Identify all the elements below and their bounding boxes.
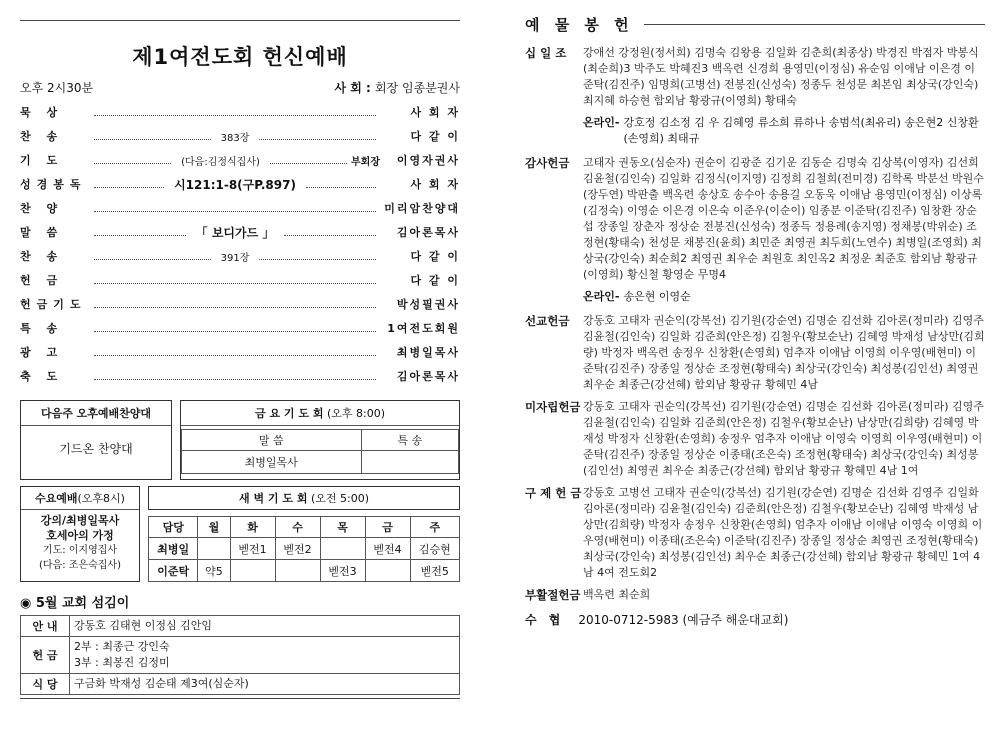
- dawn-header-cell: 월: [198, 517, 230, 538]
- dawn-cell: 김승현: [410, 538, 459, 560]
- order-person: 이영자권사: [396, 154, 460, 167]
- order-label: 찬 송: [20, 130, 64, 143]
- bank-account: 수 협 2010-0712-5983 (예금주 해운대교회): [525, 613, 789, 627]
- dawn-cell: 이준탁: [149, 560, 198, 582]
- offering-names: 강동호 고태자 권순익(강복선) 김기원(강순연) 김명순 김선화 김아론(정미라) 김영주 김윤철(김인숙) 김일화 김준희(안은정) 김철우(황보순난) 남상만(김희량) 김혜영 박재성 박정자 신창환(손영희) 송정우 엄추자 이애남 이영숙 이영희 이우영(배현미) 이준탁(김진주) 장종일 정상순 이종태(조은숙) 조정현(황태숙) 최상국(강인숙) 최성봉(김인선) 최영권 최우순 최종근(강선혜) 함외남 황광규 황혜민 4남 1여: [583, 400, 984, 477]
- offering-list: [525, 45, 985, 603]
- order-person: 미리암찬양대: [384, 202, 460, 215]
- dawn-cell: [275, 560, 320, 582]
- order-item: [20, 124, 460, 148]
- order-person: 김아론목사: [396, 226, 460, 239]
- order-label: 기 도: [20, 154, 64, 167]
- online-names: 송은현 이영순: [623, 290, 691, 303]
- friday-prayer-table: 말 씀 특 송 최병일목사: [181, 429, 459, 474]
- offering-category: [525, 313, 985, 393]
- dawn-cell: 최병일: [149, 538, 198, 560]
- order-item: [20, 148, 460, 172]
- dawn-header-cell: 화: [230, 517, 275, 538]
- service-time-row: [20, 79, 460, 96]
- offering-category-label: 미자립헌금: [525, 400, 581, 414]
- wednesday-title: 수요예배(오후8시): [21, 487, 139, 510]
- offering-category: [525, 399, 985, 479]
- serve-names: 강동호 김태현 이정심 김안임: [74, 619, 213, 632]
- dawn-header-cell: 목: [320, 517, 365, 538]
- order-detail: 391장: [215, 249, 256, 264]
- serve-table: [20, 615, 460, 695]
- order-label: 헌금기도: [20, 298, 87, 311]
- offering-category-label: 선교헌금: [525, 314, 570, 328]
- offering-category-label: 부활절헌금: [525, 588, 581, 602]
- order-item: [20, 196, 460, 220]
- dawn-cell: 벧전4: [365, 538, 410, 560]
- offering-category: [525, 587, 985, 603]
- service-time: 오후 2시30분: [20, 81, 94, 95]
- friday-prayer-title: 금 요 기 도 회 (오후 8:00): [181, 401, 459, 426]
- next-choir-name: 기드온 찬양대: [59, 442, 133, 456]
- order-label: 묵 상: [20, 106, 64, 119]
- offering-category-label: 감사헌금: [525, 156, 570, 170]
- dawn-cell: [365, 560, 410, 582]
- online-offering: 온라인- 강호정 김소정 김 우 김혜영 류소희 류하나 송범석(최유리) 송은현2 신창환(손영희) 최태규: [583, 115, 985, 147]
- order-item: [20, 316, 460, 340]
- offering-category: [525, 45, 985, 109]
- dawn-cell: 약5: [198, 560, 230, 582]
- order-item: [20, 244, 460, 268]
- order-person: 다 같 이: [410, 274, 460, 287]
- order-detail: 시121:1-8(구P.897): [168, 176, 302, 193]
- schedule-row-1: [20, 400, 460, 480]
- order-item: [20, 100, 460, 124]
- offering-category: [525, 485, 985, 581]
- order-label: 찬 양: [20, 202, 64, 215]
- dawn-cell: 벧전5: [410, 560, 459, 582]
- schedule-row-2: [20, 486, 460, 582]
- online-names: 강호정 김소정 김 우 김혜영 류소희 류하나 송범석(최유리) 송은현2 신창환(손영희) 최태규: [623, 116, 979, 145]
- offering-names: 고태자 권동오(심순자) 권순이 김광준 김기운 김동순 김명숙 김상복(이영자) 김선희 김윤철(김인숙) 김일화 김정식(이지영) 김정희 김철희(전미경) 김학록 박분선 박원수(장두연) 박판출 백옥련 송상호 송수아 송용길 오동욱 이애남 용영민(이정심) 이상록(김정숙) 이영순 이은경 이은숙 이준우(이순이) 임종분 이준탁(김진주) 임창환 장순섭 장종일 장춘자 정상순 전봉진(신성숙) 정종득 정용례(송지영) 정채봉(박위순) 조정현(황태숙) 천성문 채봉진(윤희) 최민준 최영권 최두희(노연수) 최병일(조영희) 최상국(강인숙) 최순희2 최영권 최우순 최원호 최인옥2 최정운 최준호 함외남 황광규(이영희) 황신철 황영순 무명4: [583, 156, 984, 281]
- bulletin-left-page: [20, 20, 460, 695]
- order-item: [20, 364, 460, 388]
- dawn-prayer-table: [148, 516, 460, 582]
- offering-names: 백옥련 최순희: [583, 588, 651, 601]
- dawn-cell: [198, 538, 230, 560]
- serve-label: 안 내: [21, 616, 70, 637]
- order-label: 성경봉독: [20, 178, 87, 191]
- order-label: 특 송: [20, 322, 64, 335]
- dawn-cell: [230, 560, 275, 582]
- bulletin-right-page: [525, 14, 985, 628]
- order-person: 1여전도회원: [387, 322, 460, 335]
- offering-category: [525, 155, 985, 283]
- serve-label: 식 당: [21, 674, 70, 695]
- top-rule: [20, 20, 460, 21]
- order-item: [20, 172, 460, 196]
- order-label: 말 씀: [20, 226, 64, 239]
- offering-names: 강동호 고태자 권순익(강복선) 김기원(강순연) 김명순 김선화 김아론(정미라) 김영주 김윤철(김인숙) 김일화 김준희(안은정) 김철우(황보순난) 김혜영 박재성 남상만(김희량) 박정자 백옥련 송정우 신창환(손영희) 엄추자 이애남 이영희 이우영(배현미) 이준탁(김진주) 장종일 정상순 조정현(황태숙) 최상국(강인숙) 최성봉(김인선) 최영권 최우순 최종근(강선혜) 함외남 황광규 황혜민 4남: [583, 314, 985, 391]
- order-item: [20, 268, 460, 292]
- order-person: 사 회 자: [410, 106, 460, 119]
- offering-names: 강애선 강정원(정서희) 김명숙 김왕용 김일화 김춘희(최종상) 박경진 박점자 박봉식(최순희)3 박주도 박혜진3 백옥련 신경희 용영민(이정심) 유순임 이애남 이은경 이준탁(김진주) 임명희(고병선) 전봉진(신성숙) 정종두 천성문 최본임 최상국(강인숙) 최지혜 하승현 함외남 황광규(이영희) 황태숙: [583, 46, 979, 107]
- dawn-prayer-title: 새 벽 기 도 회 (오전 5:00): [148, 486, 460, 510]
- dawn-header-cell: 수: [275, 517, 320, 538]
- serve-title: ◉ 5월 교회 섬김이: [20, 596, 130, 611]
- friday-prayer-box: [180, 400, 460, 480]
- dawn-cell: 벧전2: [275, 538, 320, 560]
- order-label: 헌 금: [20, 274, 64, 287]
- order-person: 김아론목사: [396, 370, 460, 383]
- bottom-rule: [20, 698, 460, 699]
- order-label: 찬 송: [20, 250, 64, 263]
- service-title: 제1여전도회 헌신예배: [132, 45, 348, 69]
- dawn-cell: 벧전3: [320, 560, 365, 582]
- wednesday-service-box: 수요예배(오후8시) 강의/최병일목사 호세아의 가정 기도: 이지영집사 (다음: 조은숙집사): [20, 486, 140, 582]
- serve-names: 2부 : 최종근 강인숙: [74, 640, 170, 653]
- host: 사 회 : 회장 임종분권사: [334, 81, 460, 95]
- offering-category-label: 구 제 헌 금: [525, 486, 582, 500]
- serve-names: 구금화 박재성 김순태 제3여(심순자): [74, 677, 249, 690]
- order-item: [20, 292, 460, 316]
- dawn-prayer-box: [148, 486, 460, 582]
- next-choir-title: 다음주 오후예배찬양대: [21, 401, 171, 426]
- dawn-header-cell: 주: [410, 517, 459, 538]
- dawn-header-cell: 담당: [149, 517, 198, 538]
- order-detail: 383장: [215, 129, 256, 144]
- order-detail: 「 보디가드 」: [190, 224, 281, 241]
- dawn-cell: [320, 538, 365, 560]
- offering-heading: 예 물 봉 헌: [525, 14, 985, 35]
- offering-category-label: 십 일 조: [525, 46, 567, 60]
- order-label: 축 도: [20, 370, 64, 383]
- order-person: 사 회 자: [410, 178, 460, 191]
- order-item: [20, 340, 460, 364]
- order-role: 부회장: [351, 156, 380, 168]
- next-choir-box: [20, 400, 172, 480]
- order-of-worship: [20, 100, 460, 388]
- dawn-header-cell: 금: [365, 517, 410, 538]
- order-person: 다 같 이: [410, 250, 460, 263]
- order-person: 최병일목사: [396, 346, 460, 359]
- dawn-cell: 벧전1: [230, 538, 275, 560]
- order-item: [20, 220, 460, 244]
- online-offering: 온라인- 송은현 이영순: [583, 290, 691, 303]
- offering-names: 강동호 고병선 고태자 권순익(강복선) 김기원(강순연) 김명순 김선화 김영주 김일화 김아론(정미라) 김윤철(김인숙) 김준희(안은정) 김철우(황보순난) 김혜영 박재성 남상만(김희량) 박정자 송정우 신창환(손영희) 엄추자 이애남 이애남 이영숙 이영희 이우영(배현미) 이종태(조은숙) 이준탁(김진주) 장종일 정상순 최영권 조정현(황태숙) 최상국(강인숙) 최성봉(김인선) 최우순 최종근(강선혜) 함외남 황광규 황혜민 1여 4남 4여 전도회2: [583, 486, 983, 579]
- serve-names: 3부 : 최봉진 김정미: [74, 656, 170, 669]
- order-person: 다 같 이: [410, 130, 460, 143]
- order-person: 박성필권사: [396, 298, 460, 311]
- order-label: 광 고: [20, 346, 64, 359]
- serve-label: 헌 금: [21, 637, 70, 674]
- order-detail: (다음:김정식집사): [175, 153, 266, 168]
